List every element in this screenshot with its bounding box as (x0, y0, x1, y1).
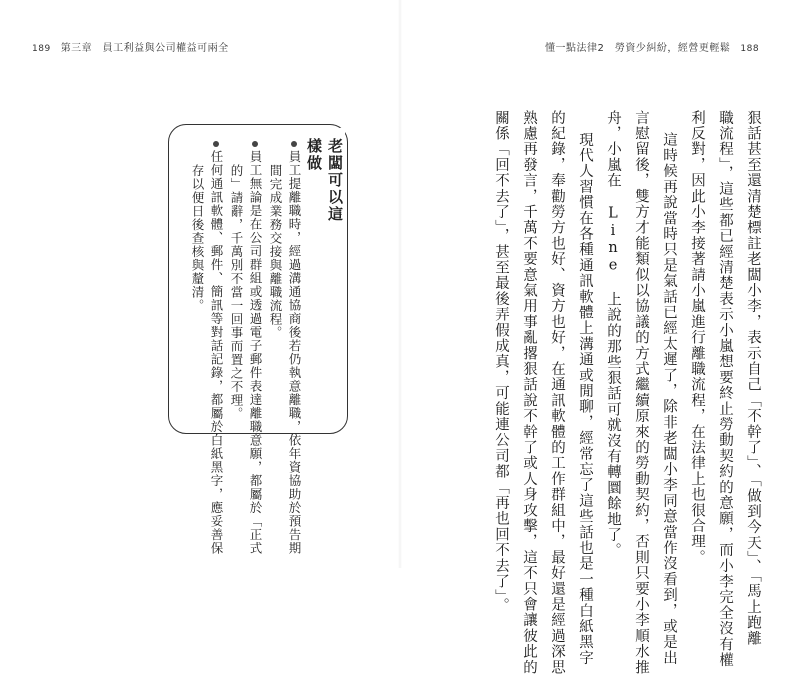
right-page-header (545, 39, 759, 54)
left-page-header (32, 39, 229, 54)
body-line: 舟，小嵐在 Line 上說的那些狠話可就沒有轉圜餘地了。 (605, 110, 621, 559)
body-line: 利反對，因此小李接著請小嵐進行離職流程，在法律上也很合理。 (689, 110, 705, 566)
tip-box-title: 老闆可以這樣做 (305, 128, 345, 238)
bullet-dot (252, 141, 258, 147)
tip-line: 員工無論是在公司群組或透過電子郵件表達離職意願，都屬於「正式 (248, 150, 263, 555)
bullet-dot (213, 141, 219, 147)
page-gutter (398, 0, 402, 568)
tip-line: 任何通訊軟體、郵件、簡訊等對話記錄，都屬於白紙黑字，應妥善保 (209, 150, 224, 555)
right-page-number: 188 (740, 44, 760, 54)
body-line: 職流程」，這些都已經清楚表示小嵐想要終止勞動契約的意願，而小李完全沒有權 (717, 110, 733, 668)
left-page-number: 189 (32, 44, 51, 54)
left-running-title: 第三章 員工利益與公司權益可兩全 (60, 43, 229, 54)
tip-line: 的」請辭，千萬別不當一回事而置之不理。 (229, 164, 244, 421)
body-line: 狠話甚至還清楚標註老闆小李，表示自己「不幹了」、「做到今天」、「馬上跑離 (745, 110, 761, 647)
tip-line: 間完成業務交接與離職流程。 (268, 164, 283, 340)
body-line: 熟慮再發言，千萬不要意氣用事亂撂狠話說不幹了或人身攻擊，這不只會讓彼此的 (521, 110, 537, 675)
body-line: 關係「回不去了」，甚至最後弄假成真，可能連公司都「再也回不去了」。 (493, 110, 509, 614)
tip-line: 存以便日後查核與釐清。 (190, 164, 205, 313)
right-running-title: 懂一點法律2 勞資少糾紛，經營更輕鬆 (545, 43, 731, 54)
body-line: 言慰留後，雙方才能類似以協議的方式繼續原來的勞動契約，否則只要小李順水推 (633, 110, 649, 675)
body-line: 的紀錄，奉勸勞方也好、資方也好，在通訊軟體的工作群組中，最好還是經過深思 (549, 110, 565, 675)
tip-line: 員工提離職時，經過溝通協商後若仍執意離職，依年資協助於預告期 (287, 150, 302, 555)
body-line: 現代人習慣在各種通訊軟體上溝通或閒聊，經常忘了這些話也是一種白紙黑字 (577, 132, 593, 666)
bullet-dot (291, 141, 297, 147)
body-line: 這時候再說當時只是氣話已經太遲了，除非老闆小李同意當作沒看到，或是出 (661, 132, 677, 666)
